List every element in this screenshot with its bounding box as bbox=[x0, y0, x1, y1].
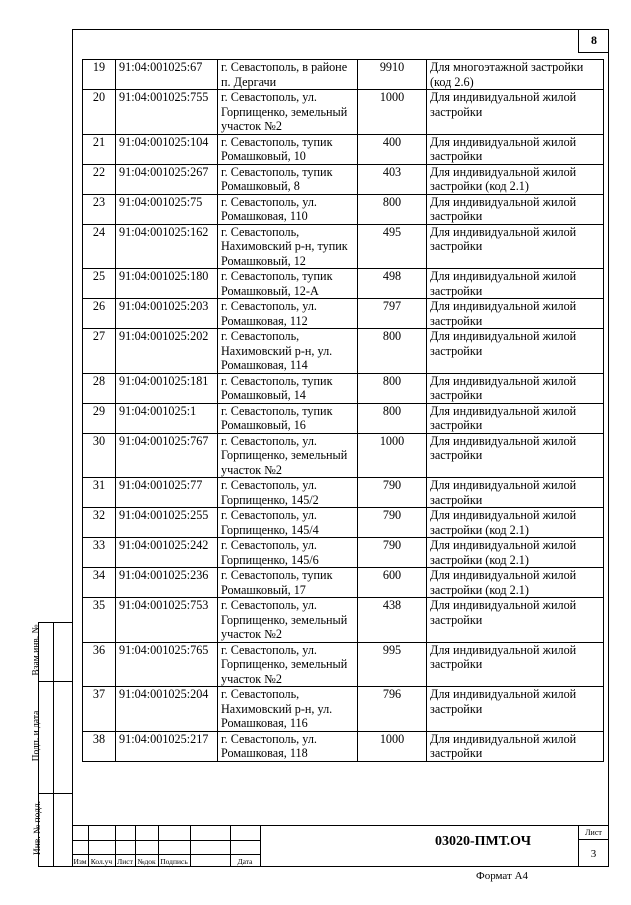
permitted-use: Для индивидуальной жилой застройки bbox=[427, 687, 604, 732]
cadastral-number: 91:04:001025:202 bbox=[116, 329, 218, 374]
address: г. Севастополь, ул. Ромашковая, 110 bbox=[218, 194, 358, 224]
address: г. Севастополь, Нахимовский р-н, ул. Ромашковая, 114 bbox=[218, 329, 358, 374]
row-number: 21 bbox=[83, 134, 116, 164]
address: г. Севастополь, в районе п. Дергачи bbox=[218, 60, 358, 90]
area-value: 403 bbox=[358, 164, 427, 194]
row-number: 34 bbox=[83, 568, 116, 598]
stamp-row-line bbox=[72, 840, 260, 841]
cadastral-number: 91:04:001025:755 bbox=[116, 90, 218, 135]
area-value: 1000 bbox=[358, 731, 427, 761]
left-strip-line bbox=[39, 681, 72, 682]
permitted-use: Для индивидуальной жилой застройки bbox=[427, 642, 604, 687]
table-row bbox=[83, 60, 604, 90]
sign-date-label: Подп. и дата bbox=[31, 710, 42, 762]
cadastral-number: 91:04:001025:104 bbox=[116, 134, 218, 164]
cadastral-number: 91:04:001025:67 bbox=[116, 60, 218, 90]
table-row bbox=[83, 508, 604, 538]
cadastral-number: 91:04:001025:255 bbox=[116, 508, 218, 538]
cadastral-number: 91:04:001025:767 bbox=[116, 433, 218, 478]
address: г. Севастополь, тупик Ромашковый, 14 bbox=[218, 373, 358, 403]
table-row bbox=[83, 373, 604, 403]
left-strip-line bbox=[39, 793, 72, 794]
table-row bbox=[83, 731, 604, 761]
sheet-label: Лист bbox=[585, 828, 602, 837]
address: г. Севастополь, ул. Горпищенко, земельный участок №2 bbox=[218, 433, 358, 478]
permitted-use: Для индивидуальной жилой застройки bbox=[427, 403, 604, 433]
table-row bbox=[83, 598, 604, 643]
row-number: 19 bbox=[83, 60, 116, 90]
parcel-table-body bbox=[83, 60, 604, 762]
address: г. Севастополь, Нахимовский р-н, ул. Ромашковая, 116 bbox=[218, 687, 358, 732]
inv-orig-label: Инв. № подл. bbox=[33, 800, 44, 856]
row-number: 36 bbox=[83, 642, 116, 687]
area-value: 800 bbox=[358, 373, 427, 403]
permitted-use: Для индивидуальной жилой застройки (код 2.1) bbox=[427, 508, 604, 538]
area-value: 438 bbox=[358, 598, 427, 643]
stamp-col-koluch: Кол.уч bbox=[90, 857, 113, 866]
replace-inv-label: Взам.инв. № bbox=[31, 624, 42, 676]
table-row bbox=[83, 403, 604, 433]
page-number-box bbox=[578, 29, 609, 53]
table-row bbox=[83, 687, 604, 732]
cadastral-number: 91:04:001025:267 bbox=[116, 164, 218, 194]
area-value: 400 bbox=[358, 134, 427, 164]
permitted-use: Для индивидуальной жилой застройки bbox=[427, 433, 604, 478]
cadastral-number: 91:04:001025:77 bbox=[116, 478, 218, 508]
parcel-table bbox=[82, 59, 604, 762]
stamp-row-line bbox=[72, 854, 260, 855]
permitted-use: Для индивидуальной жилой застройки bbox=[427, 299, 604, 329]
table-row bbox=[83, 478, 604, 508]
cadastral-number: 91:04:001025:217 bbox=[116, 731, 218, 761]
permitted-use: Для индивидуальной жилой застройки bbox=[427, 329, 604, 374]
area-value: 796 bbox=[358, 687, 427, 732]
table-row bbox=[83, 90, 604, 135]
area-value: 495 bbox=[358, 224, 427, 269]
permitted-use: Для индивидуальной жилой застройки bbox=[427, 598, 604, 643]
table-row bbox=[83, 194, 604, 224]
address: г. Севастополь, Нахимовский р-н, тупик Ромашковый, 12 bbox=[218, 224, 358, 269]
table-row bbox=[83, 224, 604, 269]
permitted-use: Для индивидуальной жилой застройки bbox=[427, 224, 604, 269]
address: г. Севастополь, ул. Горпищенко, 145/2 bbox=[218, 478, 358, 508]
page-number: 8 bbox=[591, 33, 597, 47]
cadastral-number: 91:04:001025:75 bbox=[116, 194, 218, 224]
table-row bbox=[83, 433, 604, 478]
address: г. Севастополь, тупик Ромашковый, 12-А bbox=[218, 269, 358, 299]
address: г. Севастополь, тупик Ромашковый, 17 bbox=[218, 568, 358, 598]
cadastral-number: 91:04:001025:203 bbox=[116, 299, 218, 329]
table-row bbox=[83, 329, 604, 374]
address: г. Севастополь, ул. Горпищенко, земельный участок №2 bbox=[218, 90, 358, 135]
stamp-col-izm: Изм bbox=[73, 857, 87, 866]
row-number: 26 bbox=[83, 299, 116, 329]
permitted-use: Для индивидуальной жилой застройки bbox=[427, 194, 604, 224]
address: г. Севастополь, тупик Ромашковый, 10 bbox=[218, 134, 358, 164]
table-row bbox=[83, 538, 604, 568]
row-number: 32 bbox=[83, 508, 116, 538]
permitted-use: Для индивидуальной жилой застройки bbox=[427, 478, 604, 508]
row-number: 37 bbox=[83, 687, 116, 732]
table-row bbox=[83, 269, 604, 299]
stamp-col-ndok: №док bbox=[137, 857, 156, 866]
area-value: 790 bbox=[358, 538, 427, 568]
document-code: 03020-ПМТ.ОЧ bbox=[434, 834, 532, 849]
permitted-use: Для индивидуальной жилой застройки bbox=[427, 90, 604, 135]
stamp-divider bbox=[260, 826, 261, 867]
cadastral-number: 91:04:001025:162 bbox=[116, 224, 218, 269]
stamp-col-data: Дата bbox=[237, 857, 253, 866]
cadastral-number: 91:04:001025:765 bbox=[116, 642, 218, 687]
area-value: 797 bbox=[358, 299, 427, 329]
row-number: 33 bbox=[83, 538, 116, 568]
area-value: 9910 bbox=[358, 60, 427, 90]
table-row bbox=[83, 299, 604, 329]
stamp-divider bbox=[190, 826, 191, 867]
permitted-use: Для многоэтажной застройки (код 2.6) bbox=[427, 60, 604, 90]
sheet-number: 3 bbox=[590, 848, 597, 860]
cadastral-number: 91:04:001025:180 bbox=[116, 269, 218, 299]
row-number: 27 bbox=[83, 329, 116, 374]
row-number: 35 bbox=[83, 598, 116, 643]
address: г. Севастополь, тупик Ромашковый, 16 bbox=[218, 403, 358, 433]
address: г. Севастополь, ул. Горпищенко, 145/6 bbox=[218, 538, 358, 568]
stamp-col-podpis: Подпись bbox=[160, 857, 188, 866]
address: г. Севастополь, ул. Ромашковая, 118 bbox=[218, 731, 358, 761]
area-value: 1000 bbox=[358, 90, 427, 135]
row-number: 23 bbox=[83, 194, 116, 224]
row-number: 29 bbox=[83, 403, 116, 433]
area-value: 995 bbox=[358, 642, 427, 687]
cadastral-number: 91:04:001025:181 bbox=[116, 373, 218, 403]
permitted-use: Для индивидуальной жилой застройки (код 2.1) bbox=[427, 164, 604, 194]
cadastral-number: 91:04:001025:236 bbox=[116, 568, 218, 598]
permitted-use: Для индивидуальной жилой застройки bbox=[427, 134, 604, 164]
area-value: 790 bbox=[358, 478, 427, 508]
left-strip-divider bbox=[53, 623, 54, 866]
area-value: 1000 bbox=[358, 433, 427, 478]
cadastral-number: 91:04:001025:753 bbox=[116, 598, 218, 643]
format-label: Формат А4 bbox=[476, 870, 529, 882]
table-row bbox=[83, 134, 604, 164]
table-row bbox=[83, 568, 604, 598]
permitted-use: Для индивидуальной жилой застройки bbox=[427, 269, 604, 299]
row-number: 31 bbox=[83, 478, 116, 508]
row-number: 38 bbox=[83, 731, 116, 761]
cadastral-number: 91:04:001025:204 bbox=[116, 687, 218, 732]
address: г. Севастополь, тупик Ромашковый, 8 bbox=[218, 164, 358, 194]
row-number: 25 bbox=[83, 269, 116, 299]
area-value: 800 bbox=[358, 194, 427, 224]
table-row bbox=[83, 164, 604, 194]
cadastral-number: 91:04:001025:242 bbox=[116, 538, 218, 568]
row-number: 30 bbox=[83, 433, 116, 478]
address: г. Севастополь, ул. Горпищенко, 145/4 bbox=[218, 508, 358, 538]
left-margin-strip bbox=[31, 622, 72, 867]
table-row bbox=[83, 642, 604, 687]
title-block bbox=[72, 825, 609, 867]
area-value: 600 bbox=[358, 568, 427, 598]
address: г. Севастополь, ул. Ромашковая, 112 bbox=[218, 299, 358, 329]
row-number: 28 bbox=[83, 373, 116, 403]
permitted-use: Для индивидуальной жилой застройки (код 2.1) bbox=[427, 538, 604, 568]
row-number: 24 bbox=[83, 224, 116, 269]
area-value: 800 bbox=[358, 403, 427, 433]
address: г. Севастополь, ул. Горпищенко, земельный участок №2 bbox=[218, 598, 358, 643]
area-value: 800 bbox=[358, 329, 427, 374]
row-number: 22 bbox=[83, 164, 116, 194]
area-value: 790 bbox=[358, 508, 427, 538]
row-number: 20 bbox=[83, 90, 116, 135]
cadastral-number: 91:04:001025:1 bbox=[116, 403, 218, 433]
area-value: 498 bbox=[358, 269, 427, 299]
permitted-use: Для индивидуальной жилой застройки bbox=[427, 731, 604, 761]
permitted-use: Для индивидуальной жилой застройки bbox=[427, 373, 604, 403]
address: г. Севастополь, ул. Горпищенко, земельный участок №2 bbox=[218, 642, 358, 687]
stamp-col-list: Лист bbox=[117, 857, 133, 866]
permitted-use: Для индивидуальной жилой застройки (код 2.1) bbox=[427, 568, 604, 598]
